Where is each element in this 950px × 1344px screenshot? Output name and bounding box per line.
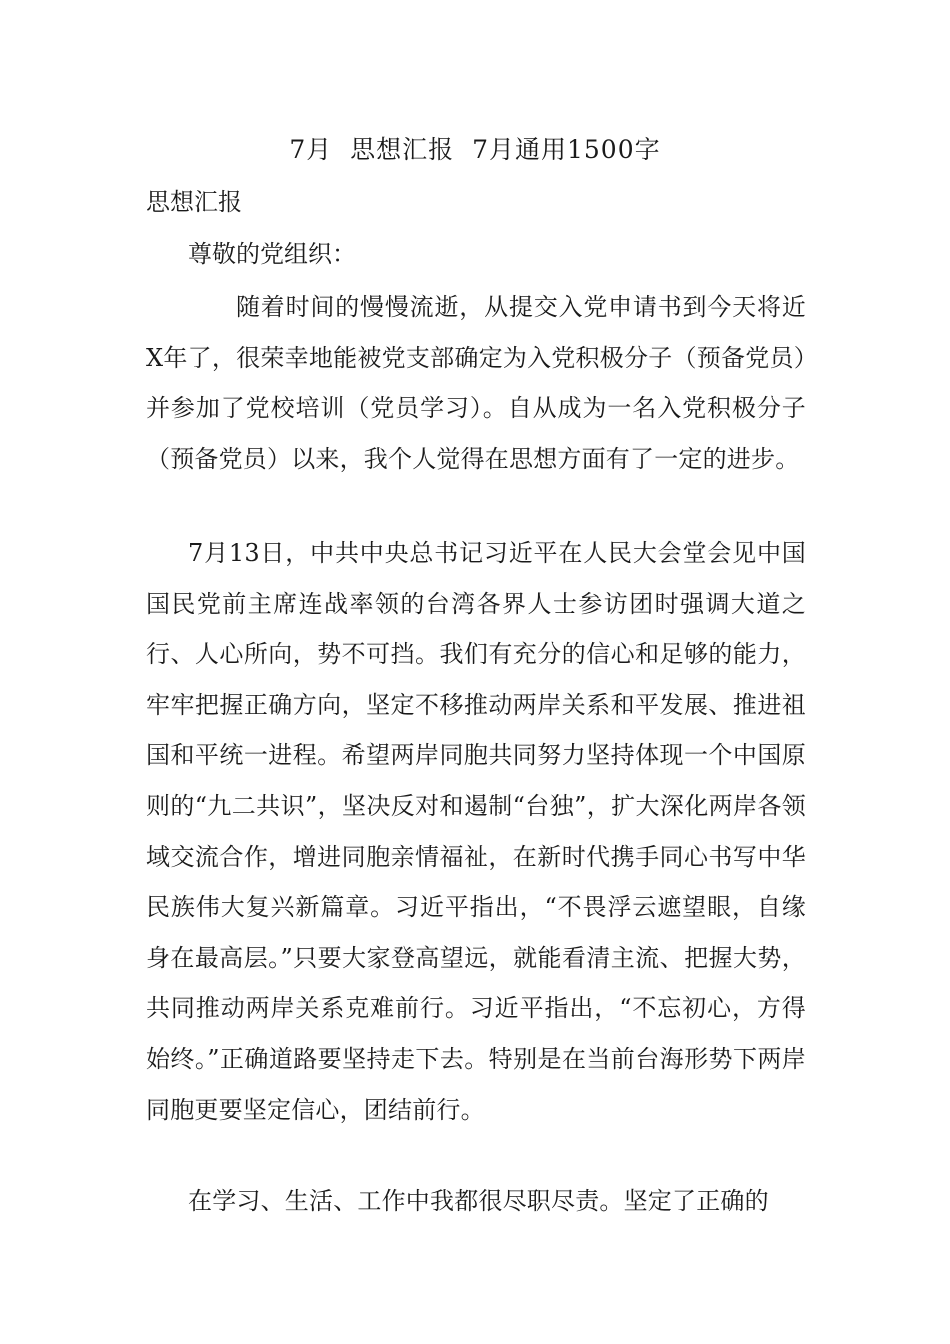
paragraph-intro: 随着时间的慢慢流逝，从提交入党申请书到今天将近X年了，很荣幸地能被党支部确定为入党积极分子（预备党员）并参加了党校培训（党员学习）。自从成为一名入党积极分子（预备党员）以来，我个人觉得在思想方面有了一定的进步。 <box>146 293 806 473</box>
document-title: 7月 思想汇报 7月通用1500字 <box>289 135 661 164</box>
paragraph-news: 7月13日，中共中央总书记习近平在人民大会堂会见中国国民党前主席连战率领的台湾各界人士参访团时强调大道之行、人心所向，势不可挡。我们有充分的信心和足够的能力，牢牢把握正确方向，坚定不移推动两岸关系和平发展、推进祖国和平统一进程。希望两岸同胞共同努力坚持体现一个中国原则的“九二共识”，坚决反对和遏制“台独”，扩大深化两岸各领域交流合作，增进同胞亲情福祉，在新时代携手同心书写中华民族伟大复兴新篇章。习近平指出，“不畏浮云遮望眼，自缘身在最高层。”只要大家登高望远，就能看清主流、把握大势，共同推动两岸关系克难前行。习近平指出，“不忘初心，方得始终。”正确道路要坚持走下去。特别是在当前台海形势下两岸同胞更要坚定信心，团结前行。 <box>146 539 806 1124</box>
document-heading: 思想汇报 <box>146 188 242 216</box>
salutation: 尊敬的党组织： <box>188 240 356 268</box>
paragraph-work: 在学习、生活、工作中我都很尽职尽责。坚定了正确的 <box>188 1187 769 1215</box>
